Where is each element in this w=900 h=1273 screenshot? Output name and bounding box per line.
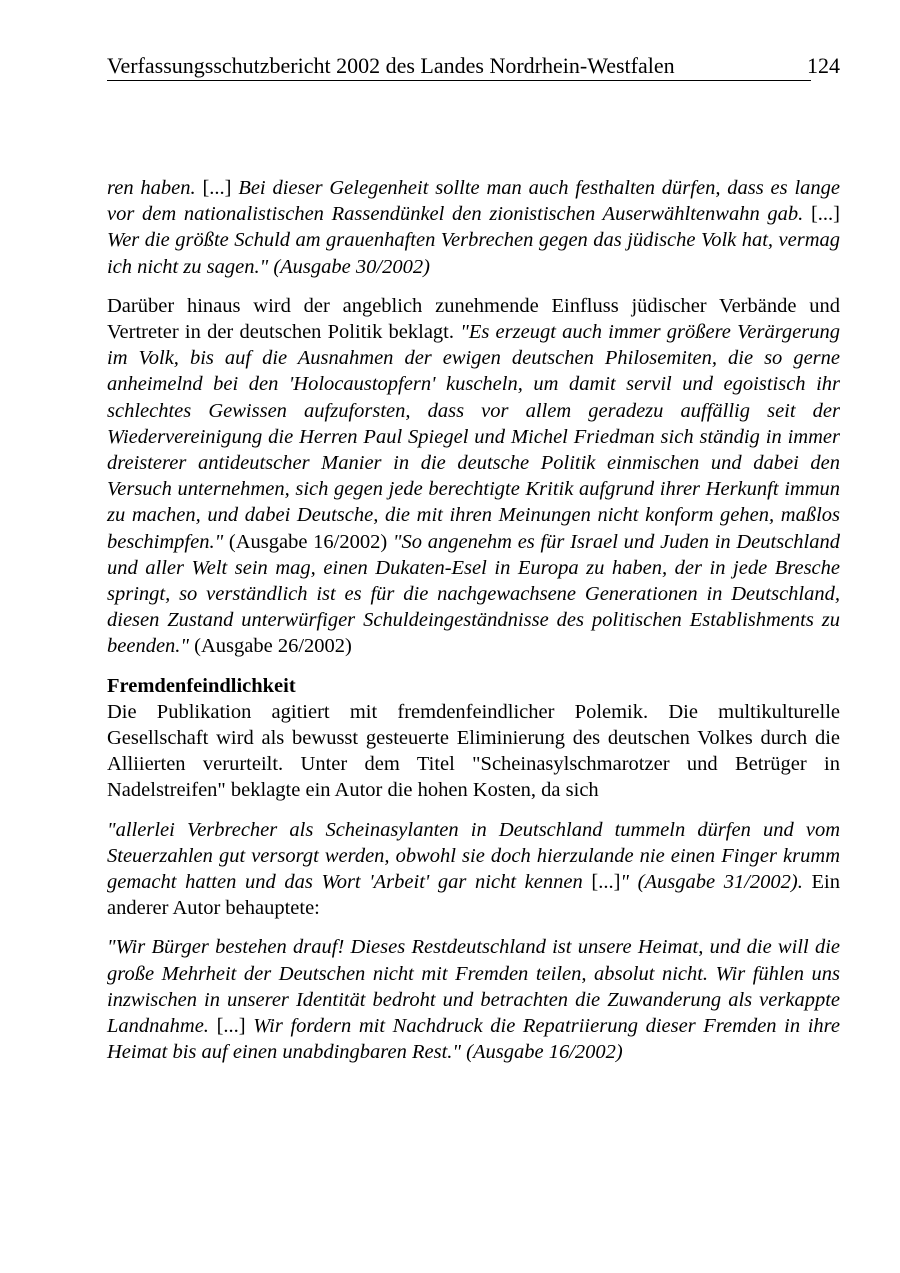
text-run: "So angenehm es für Israel und Juden in Deutschland und aller Welt sein mag, einen Dukaten-Esel in Europa zu haben, der in jede Bresche springt, so verständlich ist es für die nachgewachsene Generationen in Deutschland, diesen Zustand unterwürfiger Schuldeingeständnisse des politischen Establishments zu beenden."	[107, 530, 840, 658]
text-run: [...]	[591, 871, 621, 894]
header-title: Verfassungsschutzbericht 2002 des Landes Nordrhein-Westfalen	[107, 53, 675, 78]
page-number: 124	[807, 53, 840, 78]
paragraph-1	[107, 175, 840, 280]
section-paragraph-3	[107, 934, 840, 1065]
text-run: ren haben.	[107, 177, 203, 199]
section-heading: Fremdenfeindlichkeit	[107, 674, 296, 697]
text-run: Darüber hinaus wird der angeblich zunehmende Einfluss jüdischer Verbände und Vertreter in der deutschen Politik beklagt.	[107, 294, 840, 344]
page-header	[107, 52, 840, 80]
text-run: "Wir Bürger bestehen drauf! Dieses Restdeutschland ist unsere Heimat, und die will die große Mehrheit der Deutschen nicht mit Fremden teilen, absolut nicht. Wir fühlen uns inzwischen in unserer Identität bedroht und betrachten die Zuwanderung als verkappte Landnahme.	[107, 936, 840, 1038]
text-run: (Ausgabe 26/2002)	[189, 635, 352, 658]
text-run: [...]	[202, 177, 239, 199]
header-rule	[107, 80, 811, 81]
page-body	[107, 175, 840, 1066]
text-run: "allerlei Verbrecher als Scheinasylanten in Deutschland tummeln dürfen und vom Steuerzahlen gut versorgt werden, obwohl sie doch hierzulande nie einen Finger krumm gemacht hatten und das Wort 'Arbeit' gar nicht kennen	[107, 818, 840, 894]
text-run: Bei dieser Gelegenheit sollte man auch festhalten dürfen, dass es lange vor dem nationalistischen Rassendünkel den zionistischen Auserwähltenwahn gab.	[107, 177, 841, 226]
text-run: [...]	[810, 203, 840, 226]
section-paragraph-1	[107, 699, 840, 804]
text-run: " (Ausgabe 31/2002).	[620, 871, 803, 894]
text-run: Wir fordern mit Nachdruck die Repatriierung dieser Fremden in ihre Heimat bis auf einen unabdingbaren Rest." (Ausgabe 16/2002)	[107, 1015, 841, 1064]
text-run: Die Publikation agitiert mit fremdenfeindlicher Polemik. Die multikulturelle Gesellschaft wird als bewusst gesteuerte Eliminierung des deutschen Volkes durch die Alliierten verurteilt. Unter dem Titel "Scheinasylschmarotzer und Betrüger in Nadelstreifen" beklagte ein Autor die hohen Kosten, da sich	[107, 700, 840, 802]
text-run: [...]	[216, 1015, 254, 1038]
paragraph-2	[107, 293, 840, 660]
text-run: Wer die größte Schuld am grauenhaften Verbrechen gegen das jüdische Volk hat, vermag ich nicht zu sagen." (Ausgabe 30/2002)	[107, 229, 840, 278]
text-run: "Es erzeugt auch immer größere Verärgerung im Volk, bis auf die Ausnahmen der ewigen deutschen Philosemiten, die so gerne anheimelnd bei den 'Holocaustopfern' kuscheln, um damit servil und egoistisch ihr schlechtes Gewissen aufzuforsten, dass vor allem geradezu auffällig seit der Wiedervereinigung die Herren Paul Spiegel und Michel Friedman sich ständig in immer dreisterer antideutscher Manier in die deutsche Politik einmischen und dabei den Versuch unternehmen, sich gegen jede berechtigte Kritik aufgrund ihrer Herkunft immun zu machen, und dabei Deutsche, die mit ihren Meinungen nicht konform gehen, maßlos beschimpfen."	[107, 321, 840, 553]
text-run: Ein anderer Autor behauptete:	[107, 871, 841, 920]
section-paragraph-2	[107, 817, 840, 922]
text-run: (Ausgabe 16/2002)	[223, 530, 393, 553]
